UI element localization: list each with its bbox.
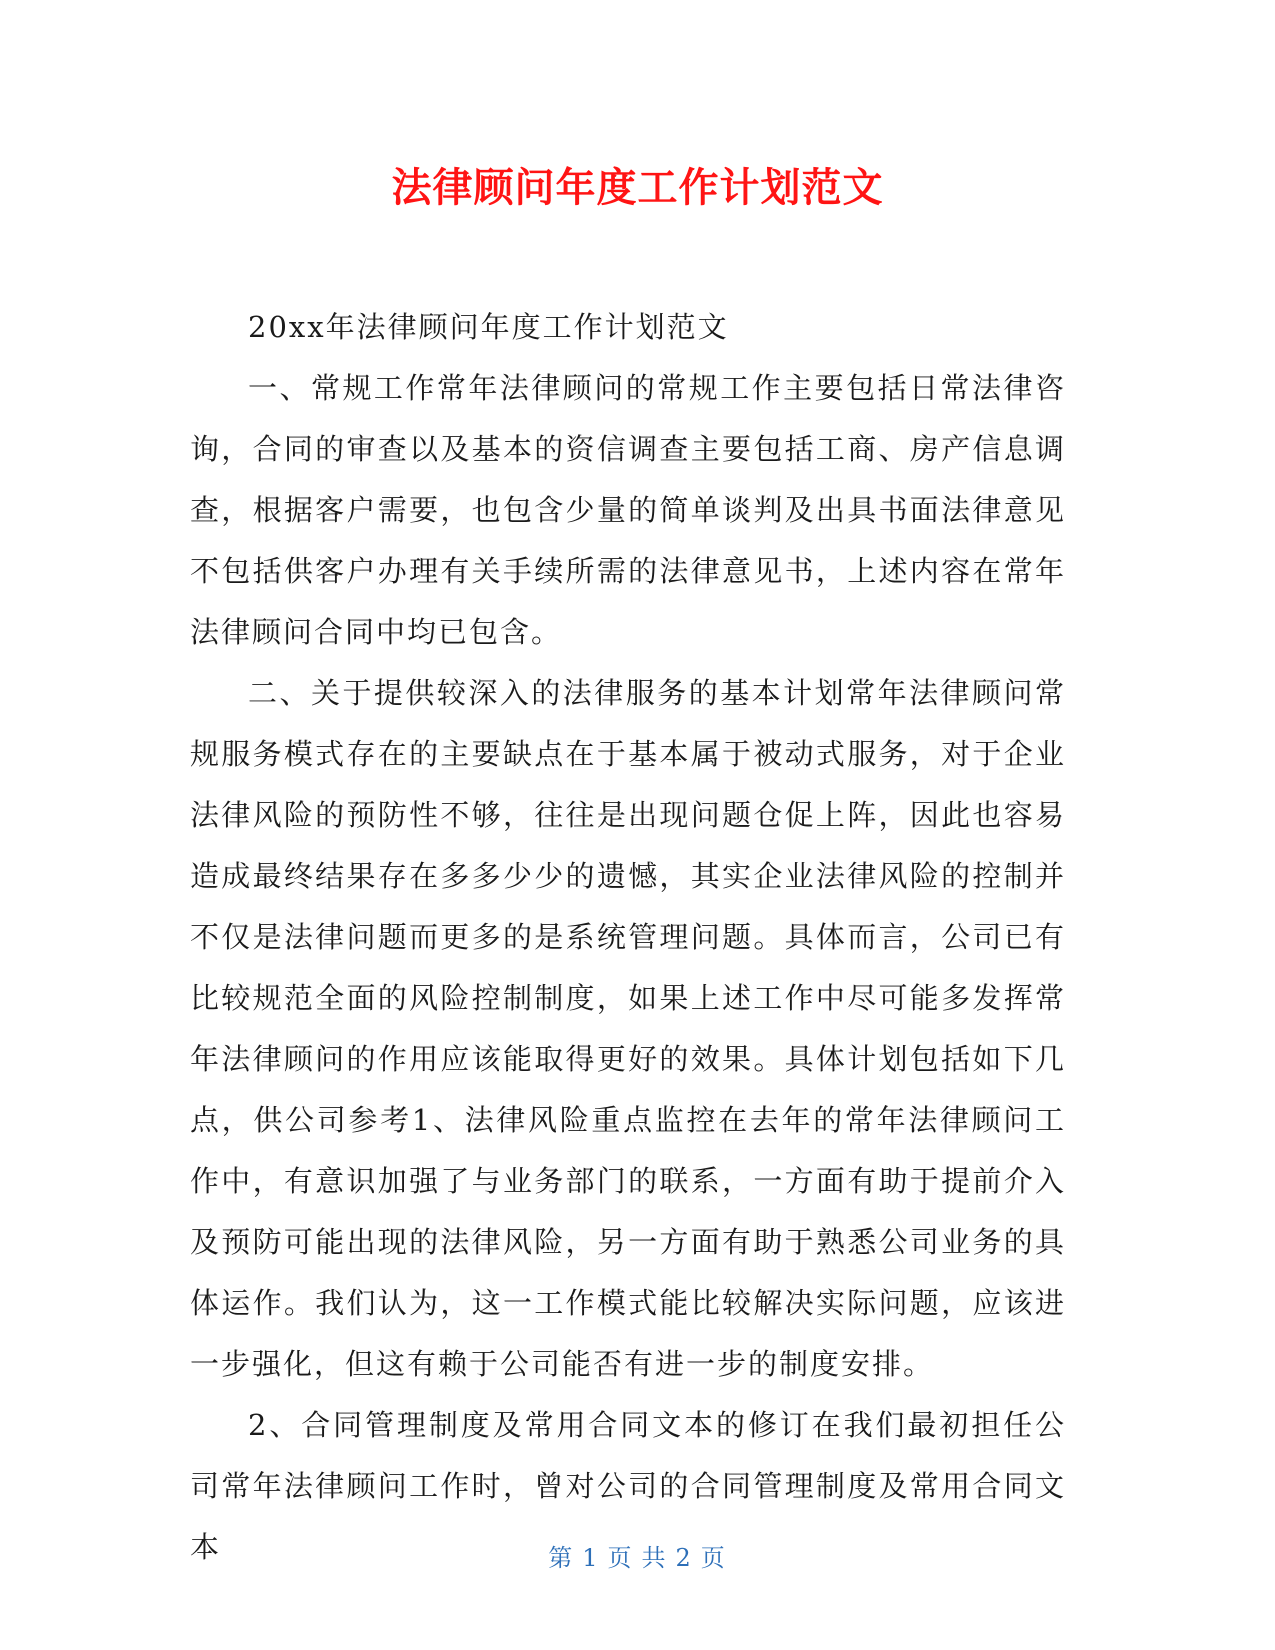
paragraph-routine-work: 一、常规工作常年法律顾问的常规工作主要包括日常法律咨询，合同的审查以及基本的资信调查主要包括工商、房产信息调查，根据客户需要，也包含少量的简单谈判及出具书面法律意见不包括供客户办理有关手续所需的法律意见书，上述内容在常年法律顾问合同中均已包含。 [190,371,1066,649]
paragraph-deeper-services: 二、关于提供较深入的法律服务的基本计划常年法律顾问常规服务模式存在的主要缺点在于基本属于被动式服务，对于企业法律风险的预防性不够，往往是出现问题仓促上阵，因此也容易造成最终结果存在多多少少的遗憾，其实企业法律风险的控制并不仅是法律问题而更多的是系统管理问题。具体而言，公司已有比较规范全面的风险控制制度，如果上述工作中尽可能多发挥常年法律顾问的作用应该能取得更好的效果。具体计划包括如下几点，供公司参考1、法律风险重点监控在去年的常年法律顾问工作中，有意识加强了与业务部门的联系，一方面有助于提前介入及预防可能出现的法律风险，另一方面有助于熟悉公司业务的具体运作。我们认为，这一工作模式能比较解决实际问题，应该进一步强化，但这有赖于公司能否有进一步的制度安排。 [190,676,1066,1381]
footer-page-label: 页 [607,1544,634,1572]
footer-total-pages: 2 [675,1544,693,1572]
paragraph-subtitle: 20xx年法律顾问年度工作计划范文 [248,310,729,344]
footer-prefix: 第 [548,1544,575,1572]
footer-suffix: 页 [700,1544,727,1572]
document-body [190,297,1066,1578]
footer-current-page: 1 [582,1544,600,1572]
page-footer [0,1543,1275,1573]
footer-total-label: 共 [641,1544,668,1572]
document-title: 法律顾问年度工作计划范文 [391,165,884,211]
paragraph-contract-management: 2、合同管理制度及常用合同文本的修订在我们最初担任公司常年法律顾问工作时，曾对公司的合同管理制度及常用合同文本 [190,1408,1066,1564]
